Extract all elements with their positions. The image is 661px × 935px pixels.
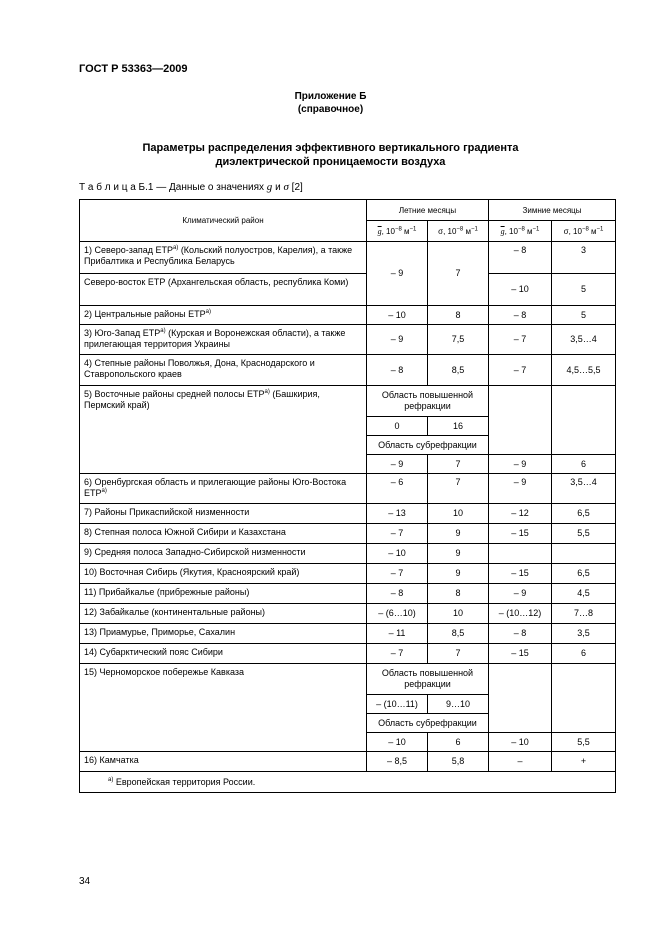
- col-winter-header: Зимние месяцы: [489, 200, 616, 221]
- summer-g-cell: – (6…10): [367, 604, 428, 624]
- winter-g-cell: –: [489, 752, 552, 772]
- winter-g-empty-cell: [489, 664, 552, 733]
- table-row: [80, 306, 616, 325]
- summer-g-cell: – 8: [367, 584, 428, 604]
- table-row: [80, 325, 616, 355]
- region-cell: 12) Забайкалье (континентальные районы): [80, 604, 367, 624]
- region-cell: 10) Восточная Сибирь (Якутия, Красноярский край): [80, 564, 367, 584]
- region-cell: 16) Камчатка: [80, 752, 367, 772]
- winter-g-cell: – 7: [489, 325, 552, 355]
- winter-g-cell: – 10: [489, 733, 552, 752]
- winter-sigma-cell: 5,5: [552, 524, 616, 544]
- table-row: [80, 386, 616, 417]
- region-cell: 4) Степные районы Поволжья, Дона, Краснодарского и Ставропольского краев: [80, 355, 367, 386]
- table-row: [80, 752, 616, 772]
- standard-header: ГОСТ Р 53363—2009: [79, 63, 188, 75]
- summer-sigma-cell: 9: [428, 564, 489, 584]
- summer-g-cell: – 9: [367, 455, 428, 474]
- table-header-row: [80, 200, 616, 221]
- winter-g-empty-cell: [489, 386, 552, 455]
- table-row: [80, 524, 616, 544]
- summer-g-header: $\overline{g}$, $10^{-8}$ $м^{-1}$: [367, 221, 428, 242]
- summer-sigma-cell: 10: [428, 604, 489, 624]
- region-cell: 15) Черноморское побережье Кавказа: [80, 664, 367, 752]
- winter-g-cell: – 8: [489, 306, 552, 325]
- summer-sigma-cell: 9: [428, 524, 489, 544]
- region-cell: 9) Средняя полоса Западно-Сибирской низменности: [80, 544, 367, 564]
- winter-g-cell: – 15: [489, 524, 552, 544]
- winter-sigma-cell: 3,5…4: [552, 474, 616, 504]
- table-row: [80, 604, 616, 624]
- summer-sigma-cell: 8: [428, 306, 489, 325]
- region-cell: 13) Приамурье, Приморье, Сахалин: [80, 624, 367, 644]
- summer-g-cell: – 8,5: [367, 752, 428, 772]
- table-row: [80, 242, 616, 274]
- region-cell: 14) Субарктический пояс Сибири: [80, 644, 367, 664]
- table-row: [80, 664, 616, 695]
- winter-sigma-cell: 5: [552, 306, 616, 325]
- summer-sigma-cell: 7: [428, 474, 489, 504]
- winter-g-cell: – 8: [489, 624, 552, 644]
- winter-sigma-empty-cell: [552, 386, 616, 455]
- summer-g-cell: – (10…11): [367, 695, 428, 714]
- area-subrefraction-label: Область субрефракции: [367, 714, 489, 733]
- summer-g-cell: – 7: [367, 644, 428, 664]
- summer-g-cell: – 7: [367, 564, 428, 584]
- table-row: [80, 564, 616, 584]
- winter-sigma-cell: 6,5: [552, 564, 616, 584]
- region-cell: 11) Прибайкалье (прибрежные районы): [80, 584, 367, 604]
- summer-g-cell: – 10: [367, 544, 428, 564]
- area-high-refraction-label: Область повышенной рефракции: [367, 386, 489, 417]
- summer-g-cell: – 7: [367, 524, 428, 544]
- summer-sigma-cell: 16: [428, 417, 489, 436]
- summer-g-cell: – 10: [367, 306, 428, 325]
- region-cell: 5) Восточные районы средней полосы $ЕТР^{а)}$ (Башкирия, Пермский край): [80, 386, 367, 474]
- region-cell: 6) Оренбургская область и прилегающие районы Юго-Востока $ЕТР^{а)}$: [80, 474, 367, 504]
- summer-g-cell: – 9: [367, 325, 428, 355]
- winter-g-cell: – 12: [489, 504, 552, 524]
- winter-sigma-cell: 4,5…5,5: [552, 355, 616, 386]
- table-row: [80, 274, 616, 306]
- summer-sigma-cell: 9: [428, 544, 489, 564]
- winter-sigma-cell: 6: [552, 644, 616, 664]
- table-row: [80, 355, 616, 386]
- col-region-header: Климатический район: [80, 200, 367, 242]
- appendix-title: Приложение Б: [294, 91, 367, 102]
- winter-g-cell: – 8: [489, 242, 552, 274]
- summer-g-cell: – 6: [367, 474, 428, 504]
- area-subrefraction-label: Область субрефракции: [367, 436, 489, 455]
- footnote-row: [80, 772, 616, 793]
- winter-sigma-cell: 3,5…4: [552, 325, 616, 355]
- summer-g-cell: 0: [367, 417, 428, 436]
- summer-sigma-cell: 7: [428, 242, 489, 306]
- winter-sigma-cell: 6,5: [552, 504, 616, 524]
- summer-sigma-cell: 10: [428, 504, 489, 524]
- winter-sigma-cell: 3: [552, 242, 616, 274]
- winter-g-cell: – 9: [489, 584, 552, 604]
- summer-sigma-header: σ, $10^{-8}$ $м^{-1}$: [428, 221, 489, 242]
- table-row: [80, 584, 616, 604]
- table-row: [80, 544, 616, 564]
- table-row: [80, 624, 616, 644]
- winter-sigma-cell: 5,5: [552, 733, 616, 752]
- summer-sigma-cell: 8,5: [428, 355, 489, 386]
- winter-g-cell: – 9: [489, 474, 552, 504]
- summer-sigma-cell: 7: [428, 644, 489, 664]
- winter-sigma-cell: 6: [552, 455, 616, 474]
- winter-g-cell: – 9: [489, 455, 552, 474]
- footnote-cell: $^{а)}$ Европейская территория России.: [80, 772, 616, 793]
- winter-g-header: $\overline{g}$, $10^{-8}$ $м^{-1}$: [489, 221, 552, 242]
- region-cell: 7) Районы Прикаспийской низменности: [80, 504, 367, 524]
- summer-g-cell: – 11: [367, 624, 428, 644]
- region-cell: 8) Степная полоса Южной Сибири и Казахстана: [80, 524, 367, 544]
- region-cell: 3) Юго-Запад $ЕТР^{а)}$ (Курская и Воронежская области), а также прилегающая территория Украины: [80, 325, 367, 355]
- winter-sigma-cell: +: [552, 752, 616, 772]
- winter-sigma-empty-cell: [552, 664, 616, 733]
- winter-g-cell: – 15: [489, 564, 552, 584]
- summer-sigma-cell: 6: [428, 733, 489, 752]
- summer-sigma-cell: 8: [428, 584, 489, 604]
- region-cell: Северо-восток ЕТР (Архангельская область, республика Коми): [80, 274, 367, 306]
- summer-g-cell: – 13: [367, 504, 428, 524]
- table-caption: Т а б л и ц а Б.1 — Данные о значениях g и σ [2]: [79, 181, 303, 193]
- winter-g-cell: – 7: [489, 355, 552, 386]
- winter-sigma-cell: [552, 544, 616, 564]
- table-row: [80, 644, 616, 664]
- summer-sigma-cell: 9…10: [428, 695, 489, 714]
- winter-g-cell: – 10: [489, 274, 552, 306]
- summer-g-cell: – 9: [367, 242, 428, 306]
- summer-g-cell: – 10: [367, 733, 428, 752]
- summer-sigma-cell: 7,5: [428, 325, 489, 355]
- winter-sigma-cell: 3,5: [552, 624, 616, 644]
- winter-g-cell: [489, 544, 552, 564]
- winter-sigma-cell: 5: [552, 274, 616, 306]
- summer-sigma-cell: 7: [428, 455, 489, 474]
- region-cell: 1) Северо-запад $ЕТР^{а)}$ (Кольский полуостров, Карелия), а также Прибалтика и Республика Беларусь: [80, 242, 367, 274]
- area-high-refraction-label: Область повышенной рефракции: [367, 664, 489, 695]
- data-table: [79, 199, 616, 793]
- winter-sigma-cell: 7…8: [552, 604, 616, 624]
- page-number: 34: [79, 876, 91, 887]
- region-cell: 2) Центральные районы $ЕТР^{а)}$: [80, 306, 367, 325]
- table-row: [80, 474, 616, 504]
- winter-sigma-cell: 4,5: [552, 584, 616, 604]
- table-row: [80, 504, 616, 524]
- doc-title-line2: диэлектрической проницаемости воздуха: [215, 156, 446, 168]
- appendix-type: (справочное): [297, 104, 364, 115]
- doc-title-line1: Параметры распределения эффективного вертикального градиента: [142, 142, 519, 154]
- winter-sigma-header: σ, $10^{-8}$ $м^{-1}$: [552, 221, 616, 242]
- summer-sigma-cell: 5,8: [428, 752, 489, 772]
- summer-g-cell: – 8: [367, 355, 428, 386]
- col-summer-header: Летние месяцы: [367, 200, 489, 221]
- winter-g-cell: – (10…12): [489, 604, 552, 624]
- summer-sigma-cell: 8,5: [428, 624, 489, 644]
- winter-g-cell: – 15: [489, 644, 552, 664]
